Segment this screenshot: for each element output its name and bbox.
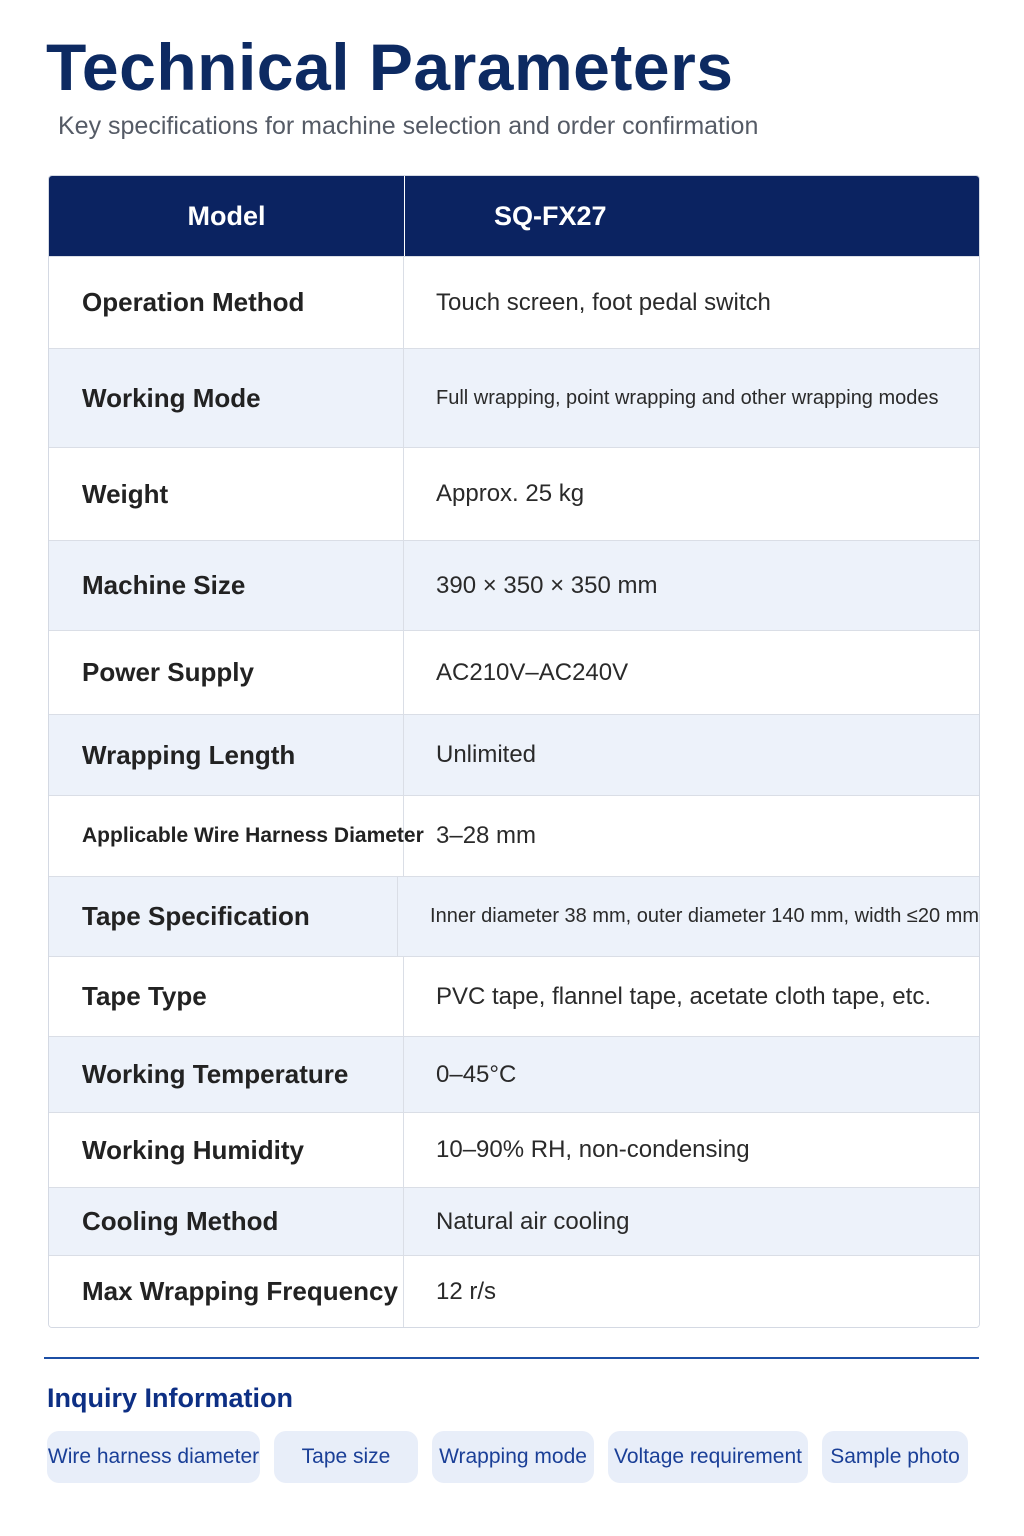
spec-row-operation-method [49, 256, 979, 348]
header-model-label: Model [49, 176, 405, 256]
spec-value: AC210V–AC240V [436, 658, 629, 686]
chip-tape-size[interactable]: Tape size [274, 1431, 418, 1483]
spec-value: 0–45°C [436, 1060, 517, 1088]
spec-label: Working Temperature [49, 1037, 404, 1112]
spec-label: Tape Specification [49, 877, 398, 956]
inquiry-chips [47, 1431, 968, 1483]
spec-table [48, 175, 980, 1328]
spec-row-power-supply [49, 630, 979, 714]
spec-row-max-wrapping-frequency [49, 1255, 979, 1327]
spec-label: Max Wrapping Frequency [49, 1256, 404, 1327]
spec-label: Cooling Method [49, 1188, 404, 1255]
spec-value: Unlimited [436, 741, 537, 768]
spec-row-working-mode [49, 348, 979, 447]
spec-rows [49, 256, 979, 1327]
section-divider [44, 1357, 979, 1359]
spec-row-working-humidity [49, 1112, 979, 1187]
spec-value: 3–28 mm [436, 822, 537, 849]
spec-value: 10–90% RH, non-condensing [436, 1136, 750, 1163]
spec-value: 390 × 350 × 350 mm [436, 571, 658, 599]
spec-row-weight [49, 447, 979, 540]
spec-label: Applicable Wire Harness Diameter [49, 796, 404, 876]
spec-value: Touch screen, foot pedal switch [436, 288, 771, 316]
chip-wrapping-mode[interactable]: Wrapping mode [432, 1431, 594, 1483]
chip-sample-photo[interactable]: Sample photo [822, 1431, 968, 1483]
spec-label: Operation Method [49, 257, 404, 348]
spec-value: Natural air cooling [436, 1207, 630, 1235]
inquiry-title: Inquiry Information [47, 1383, 293, 1413]
spec-row-wire-harness-diameter [49, 795, 979, 876]
spec-row-working-temperature [49, 1036, 979, 1112]
spec-label: Working Mode [49, 349, 404, 447]
spec-value: PVC tape, flannel tape, acetate cloth tape, etc. [436, 982, 931, 1010]
header-model-value: SQ-FX27 [494, 200, 607, 231]
spec-value: 12 r/s [436, 1277, 497, 1305]
spec-label: Tape Type [49, 957, 404, 1036]
spec-row-machine-size [49, 540, 979, 630]
spec-label: Working Humidity [49, 1113, 404, 1187]
spec-label: Power Supply [49, 631, 404, 714]
spec-value: Approx. 25 kg [436, 480, 585, 507]
spec-label: Machine Size [49, 541, 404, 630]
spec-row-tape-type [49, 956, 979, 1036]
spec-label: Weight [49, 448, 404, 540]
page-title: Technical Parameters [46, 30, 734, 104]
chip-wire-harness-diameter[interactable]: Wire harness diameter [47, 1431, 260, 1483]
chip-voltage-requirement[interactable]: Voltage requirement [608, 1431, 808, 1483]
spec-label: Wrapping Length [49, 715, 404, 795]
spec-value: Full wrapping, point wrapping and other wrapping modes [436, 386, 939, 409]
spec-row-tape-specification [49, 876, 979, 956]
spec-table-header [49, 176, 979, 256]
spec-row-wrapping-length [49, 714, 979, 795]
page-subtitle: Key specifications for machine selection and order confirmation [58, 112, 759, 140]
spec-value: Inner diameter 38 mm, outer diameter 140 mm, width ≤20 mm [430, 905, 979, 927]
spec-row-cooling-method [49, 1187, 979, 1255]
